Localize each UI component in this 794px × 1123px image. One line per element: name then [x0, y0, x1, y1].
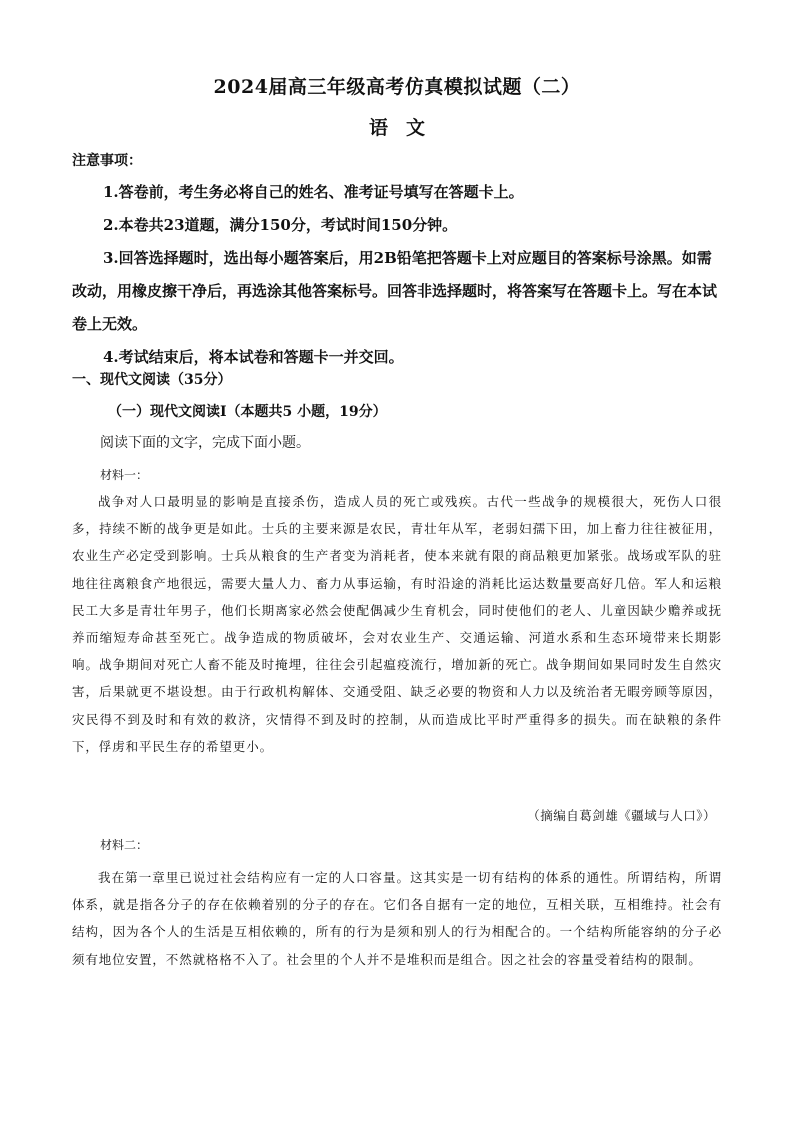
- exam-title: 2024届高三年级高考仿真模拟试题（二）: [213, 76, 581, 98]
- exam-subject: 语文: [368, 117, 443, 139]
- material-2-body: [72, 864, 722, 973]
- material-2-text: 我在第一章里已说过社会结构应有一定的人口容量。这其实是一切有结构的体系的通性。所谓结构，所谓体系，就是指各分子的存在依赖着别的分子的存在。它们各自据有一定的地位，互相关联，互相维持。社会有结构，因为各个人的生活是互相依赖的，所有的行为是须和别人的行为相配合的。一个结构所能容纳的分子必须有地位安置，不然就格格不入了。社会里的个人并不是堆积而是组合。因之社会的容量受着结构的限制。: [72, 870, 722, 967]
- section-heading: 一、现代文阅读（35分）: [72, 372, 232, 388]
- reading-instruction: 阅读下面的文字，完成下面小题。: [100, 435, 310, 451]
- notice-list: [72, 176, 722, 374]
- notice-item: 4.考试结束后，将本试卷和答题卡一并交回。: [103, 348, 404, 366]
- material-1-text: 战争对人口最明显的影响是直接杀伤，造成人员的死亡或残疾。古代一些战争的规模很大，死伤人口很多，持续不断的战争更是如此。士兵的主要来源是农民，青壮年从军，老弱妇孺下田，加上畜力往往被征用，农业生产必定受到影响。士兵从粮食的生产者变为消耗者，使本来就有限的商品粮更加紧张。战场或军队的驻地往往离粮食产地很远，需要大量人力、畜力从事运输，有时沿途的消耗比运达数量要高好几倍。军人和运粮民工大多是青壮年男子，他们长期离家必然会使配偶减少生育机会，同时使他们的老人、儿童因缺少赡养或抚养而缩短寿命甚至死亡。战争造成的物质破坏，会对农业生产、交通运输、河道水系和生态环境带来长期影响。战争期间对死亡人畜不能及时掩埋，往往会引起瘟疫流行，增加新的死亡。战争期间如果同时发生自然灾害，后果就更不堪设想。由于行政机构解体、交通受阻、缺乏必要的物资和人力以及统治者无暇旁顾等原因，灾民得不到及时和有效的救济，灾情得不到及时的控制，从而造成比平时严重得多的损失。而在缺粮的条件下，俘虏和平民生存的希望更小。: [72, 494, 722, 754]
- subsection-heading: （一）现代文阅读Ⅰ（本题共5 小题，19分）: [108, 404, 387, 420]
- notice-item: 2.本卷共23道题，满分150分，考试时间150分钟。: [103, 216, 458, 234]
- material-1-body: [72, 488, 722, 760]
- material-1-source: （摘编自葛剑雄《疆域与人口》）: [527, 808, 716, 823]
- notice-item: 1.答卷前，考生务必将自己的姓名、准考证号填写在答题卡上。: [103, 183, 524, 201]
- material-1-label: 材料一：: [100, 468, 149, 482]
- notice-item: 3.回答选择题时，选出每小题答案后，用2B铅笔把答题卡上对应题目的答案标号涂黑。如需改动，用橡皮擦干净后，再选涂其他答案标号。回答非选择题时，将答案写在答题卡上。写在本试卷上无效。: [72, 249, 718, 333]
- material-2-label: 材料二：: [100, 838, 149, 852]
- notice-heading: 注意事项：: [72, 153, 142, 169]
